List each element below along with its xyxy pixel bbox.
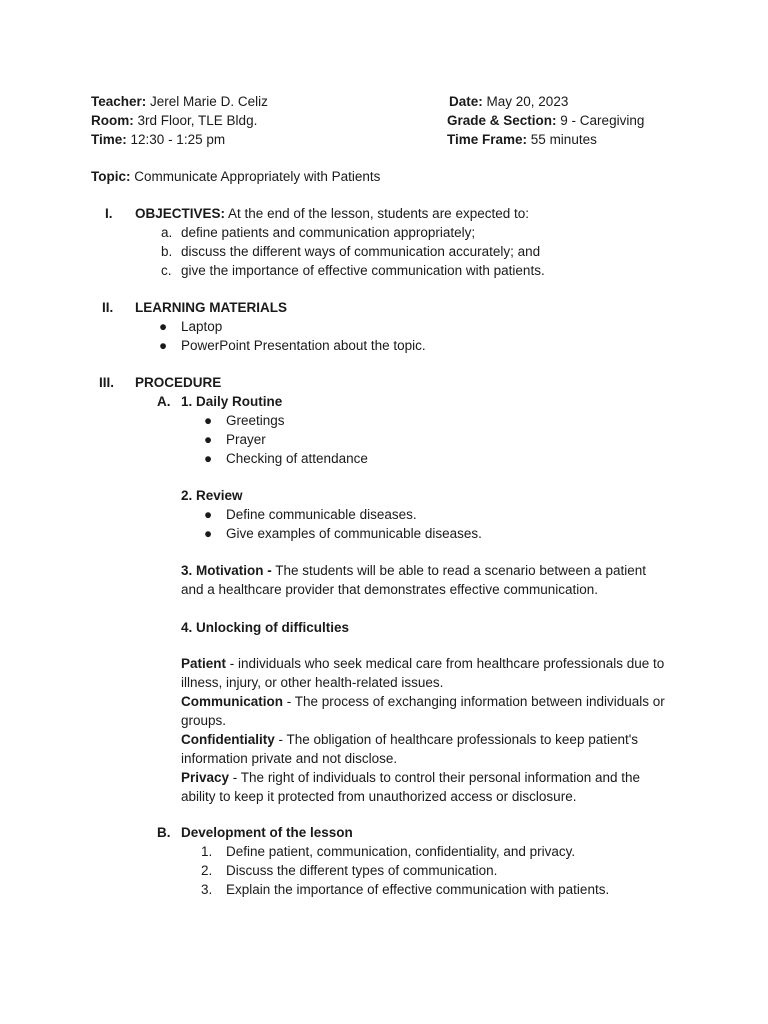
term-label: Privacy	[181, 770, 230, 785]
teacher-label: Teacher:	[91, 94, 147, 109]
topic-label: Topic:	[91, 169, 131, 184]
daily-routine-title: 1. Daily Routine	[181, 394, 283, 409]
term-privacy	[181, 768, 661, 806]
teacher-line	[91, 92, 268, 111]
term-definition: - individuals who seek medical care from healthcare professionals due to illness, injury, or other health-related issues.	[181, 656, 665, 690]
material-item-laptop: Laptop	[181, 319, 223, 334]
room-value: 3rd Floor, TLE Bldg.	[137, 113, 258, 128]
bullet-icon: ●	[204, 526, 213, 541]
development-marker-3: 3.	[201, 882, 213, 897]
timeframe-label: Time Frame:	[447, 132, 528, 147]
review-item-define: Define communicable diseases.	[226, 507, 417, 522]
routine-item-attendance: Checking of attendance	[226, 451, 368, 466]
motivation-paragraph	[181, 561, 669, 599]
procedure-numeral: III.	[99, 375, 115, 390]
material-item-powerpoint: PowerPoint Presentation about the topic.	[181, 338, 426, 353]
objectives-title: OBJECTIVES:	[135, 206, 226, 221]
date-label: Date:	[449, 94, 483, 109]
bullet-icon: ●	[159, 319, 168, 334]
development-marker-1: 1.	[201, 844, 213, 859]
time-line	[91, 130, 225, 149]
motivation-text: The students will be able to read a scenario between a patient and a healthcare provider that demonstrates effective communication.	[181, 563, 647, 597]
objectives-intro: At the end of the lesson, students are expected to:	[228, 206, 529, 221]
grade-value: 9 - Caregiving	[560, 113, 645, 128]
term-definition: - The obligation of healthcare professionals to keep patient's information private and not disclose.	[181, 732, 639, 766]
bullet-icon: ●	[204, 432, 213, 447]
development-item-2: Discuss the different types of communication.	[226, 863, 498, 878]
review-title: 2. Review	[181, 488, 243, 503]
review-item-examples: Give examples of communicable diseases.	[226, 526, 482, 541]
development-title: Development of the lesson	[181, 825, 353, 840]
term-communication	[181, 692, 681, 730]
bullet-icon: ●	[204, 413, 213, 428]
term-definition: - The process of exchanging information between individuals or groups.	[181, 694, 665, 728]
time-label: Time:	[91, 132, 127, 147]
routine-item-prayer: Prayer	[226, 432, 266, 447]
bullet-icon: ●	[204, 507, 213, 522]
development-item-1: Define patient, communication, confidentiality, and privacy.	[226, 844, 576, 859]
topic-value: Communicate Appropriately with Patients	[134, 169, 381, 184]
term-label: Confidentiality	[181, 732, 275, 747]
date-line	[449, 92, 568, 111]
term-label: Communication	[181, 694, 284, 709]
date-value: May 20, 2023	[486, 94, 569, 109]
procedure-a-marker: A.	[157, 394, 171, 409]
motivation-title: 3. Motivation -	[181, 563, 272, 578]
objective-item-a: define patients and communication appropriately;	[181, 225, 476, 240]
objective-item-b: discuss the different ways of communication accurately; and	[181, 244, 541, 259]
procedure-b-marker: B.	[157, 825, 171, 840]
materials-numeral: II.	[102, 300, 114, 315]
grade-line	[447, 111, 644, 130]
timeframe-line	[447, 130, 597, 149]
objective-marker-a: a.	[161, 225, 173, 240]
bullet-icon: ●	[204, 451, 213, 466]
term-label: Patient	[181, 656, 227, 671]
term-confidentiality	[181, 730, 653, 768]
objectives-numeral: I.	[105, 206, 113, 221]
topic-line	[91, 167, 380, 186]
room-label: Room:	[91, 113, 134, 128]
unlocking-title: 4. Unlocking of difficulties	[181, 620, 350, 635]
development-item-3: Explain the importance of effective communication with patients.	[226, 882, 610, 897]
term-patient	[181, 654, 681, 692]
grade-label: Grade & Section:	[447, 113, 557, 128]
objective-marker-b: b.	[161, 244, 173, 259]
materials-title: LEARNING MATERIALS	[135, 300, 287, 315]
objective-marker-c: c.	[161, 263, 172, 278]
teacher-value: Jerel Marie D. Celiz	[150, 94, 268, 109]
objectives-heading	[135, 204, 529, 223]
time-value: 12:30 - 1:25 pm	[130, 132, 226, 147]
routine-item-greetings: Greetings	[226, 413, 285, 428]
procedure-title: PROCEDURE	[135, 375, 222, 390]
bullet-icon: ●	[159, 338, 168, 353]
room-line	[91, 111, 257, 130]
term-definition: - The right of individuals to control their personal information and the ability to keep it protected from unauthorized access or disclosure.	[181, 770, 641, 804]
development-marker-2: 2.	[201, 863, 213, 878]
objective-item-c: give the importance of effective communication with patients.	[181, 263, 545, 278]
timeframe-value: 55 minutes	[530, 132, 597, 147]
